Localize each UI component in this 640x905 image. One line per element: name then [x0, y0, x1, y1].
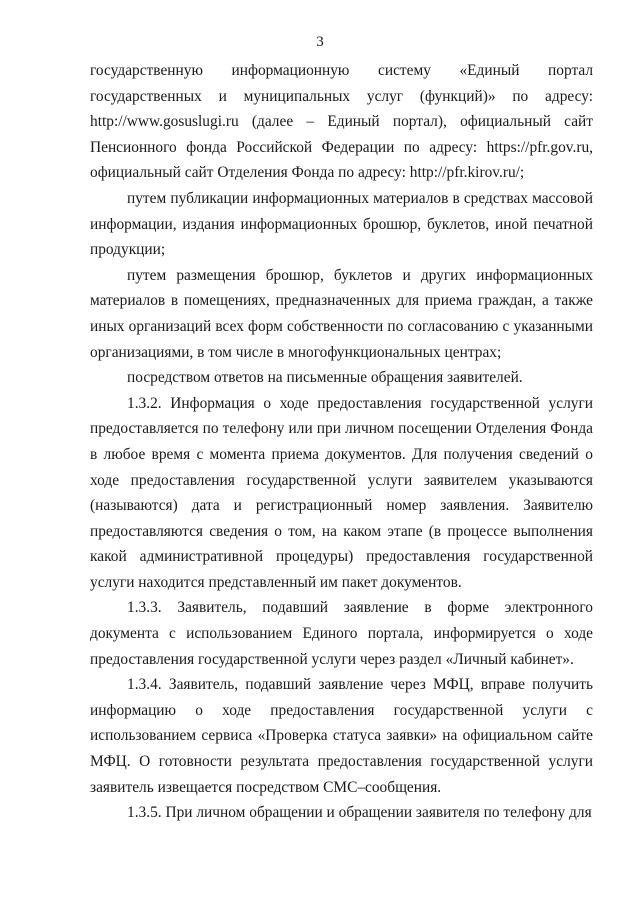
- paragraph-1-3-2: 1.3.2. Информация о ходе предоставления государственной услуги предоставляется по телефону или при личном посещении Отделения Фонда в любое время с момента приема документов. Для получения сведений о ходе предоставления государственной услуги заявителем указываются (называются) дата и регистрационный номер заявления. Заявителю предоставляются сведения о том, на каком этапе (в процессе выполнения какой административной процедуры) предоставления государственной услуги находится представленный им пакет документов.: [90, 394, 593, 591]
- paragraph-mass-media: путем публикации информационных материалов в средствах массовой информации, издания информационных брошюр, буклетов, иной печатной продукции;: [90, 189, 593, 259]
- paragraph-1-3-4: 1.3.4. Заявитель, подавший заявление через МФЦ, вправе получить информацию о ходе предоставления государственной услуги с использованием сервиса «Проверка статуса заявки» на официальном сайте МФЦ. О готовности результата предоставления государственной услуги заявитель извещается посредством СМС–сообщения.: [90, 676, 593, 796]
- paragraph-portal-sites: государственную информационную систему «Единый портал государственных и муниципальных услуг (функций)» по адресу: http://www.gosuslugi.ru (далее – Единый портал), официальный сайт Пенсионного фонда Российской Федерации по адресу: https://pfr.gov.ru, официальный сайт Отделения Фонда по адресу: http://pfr.kirov.ru/;: [90, 62, 593, 182]
- paragraph-1-3-3: 1.3.3. Заявитель, подавший заявление в форме электронного документа с использованием Единого портала, информируется о ходе предоставления государственной услуги через раздел «Личный кабинет».: [90, 599, 593, 668]
- page-number: 3: [316, 34, 324, 50]
- paragraph-written-replies: посредством ответов на письменные обращения заявителей.: [127, 369, 523, 387]
- paragraph-1-3-5: 1.3.5. При личном обращении и обращении заявителя по телефону для: [127, 804, 592, 822]
- paragraph-brochures: путем размещения брошюр, буклетов и других информационных материалов в помещениях, предназначенных для приема граждан, а также иных организаций всех форм собственности по согласованию с указанными организациями, в том числе в многофункциональных центрах;: [90, 266, 593, 361]
- document-body: [90, 58, 593, 826]
